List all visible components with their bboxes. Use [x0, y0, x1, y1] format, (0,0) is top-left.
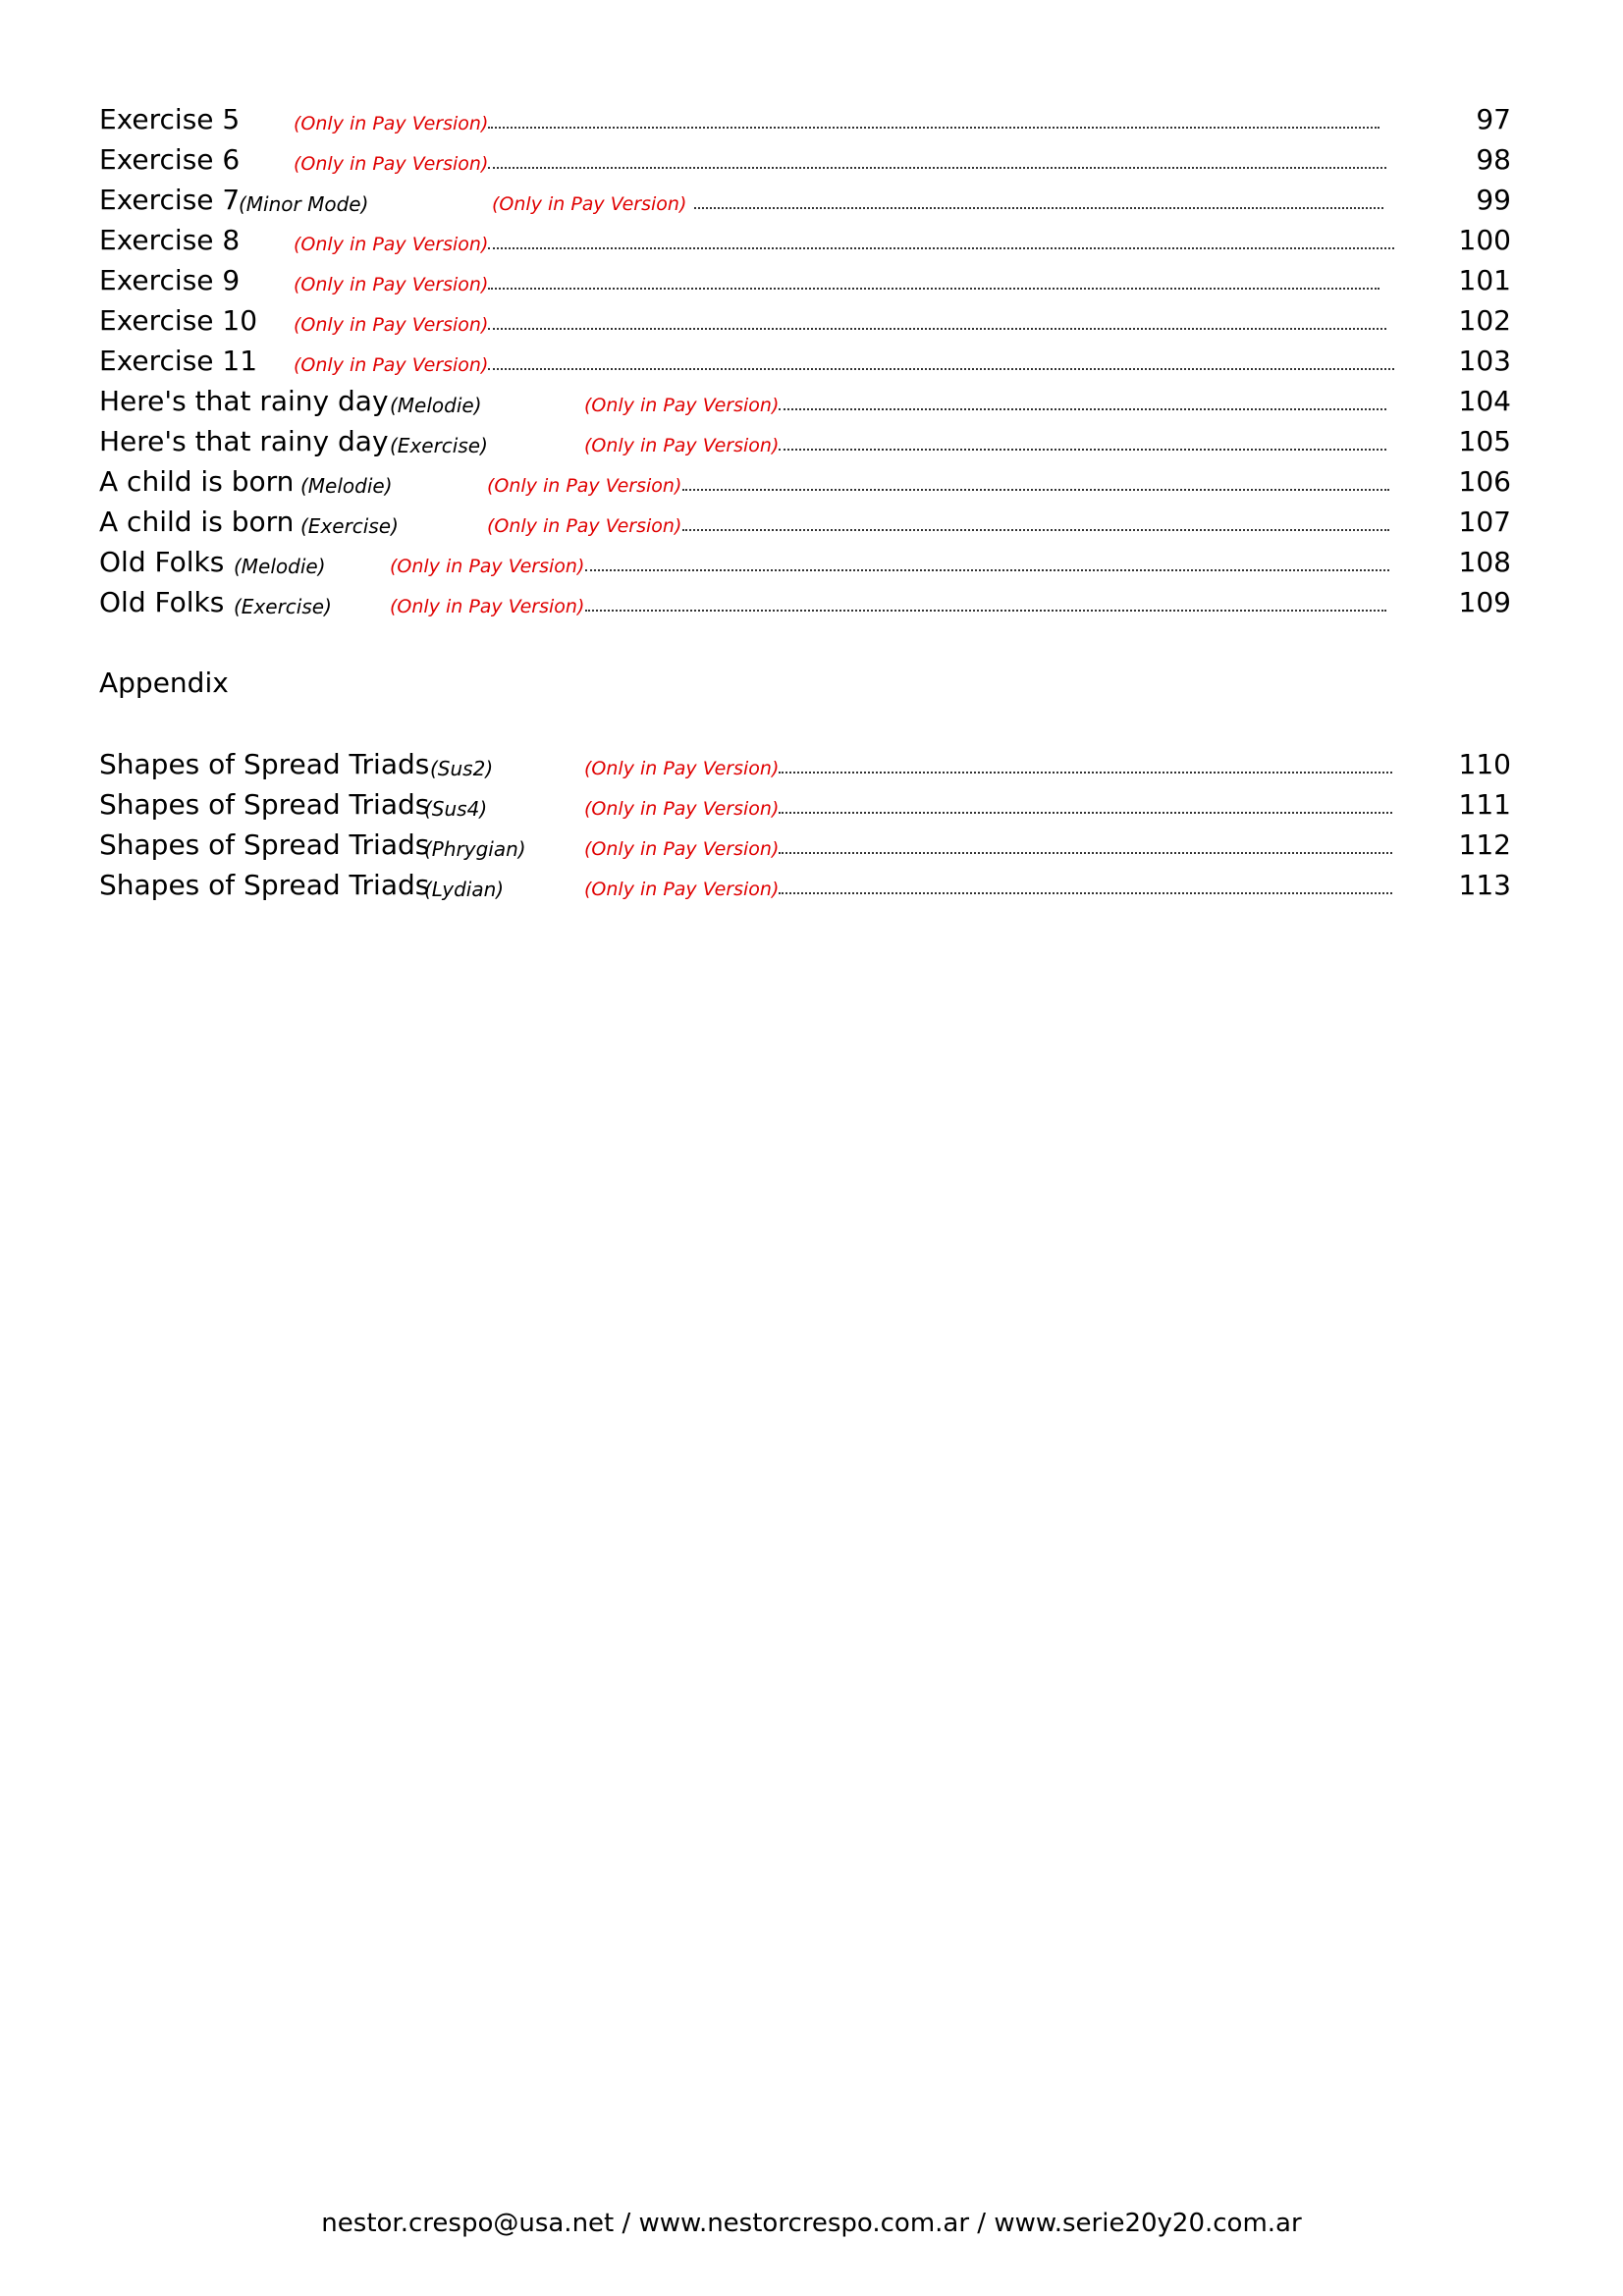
- pay-version-notice: (Only in Pay Version): [584, 395, 780, 416]
- toc-row: [0, 100, 1623, 139]
- entry-title: Shapes of Spread Triads: [99, 748, 430, 780]
- entry-subtitle: (Melodie): [300, 474, 393, 498]
- page-number: 100: [1458, 224, 1511, 256]
- entry-title: Exercise 8: [99, 224, 241, 256]
- entry-subtitle: (Exercise): [390, 434, 488, 457]
- entry-title: A child is born: [99, 506, 295, 538]
- toc-row: [0, 503, 1623, 542]
- appendix-row: [0, 785, 1623, 825]
- entry-subtitle: (Lydian): [424, 878, 505, 901]
- toc-row: [0, 422, 1623, 461]
- entry-subtitle: (Phrygian): [424, 837, 526, 861]
- entry-subtitle: (Minor Mode): [239, 192, 369, 216]
- page-number: 107: [1458, 506, 1511, 538]
- entry-subtitle: (Exercise): [300, 514, 399, 538]
- dot-leader: [488, 247, 1394, 249]
- entry-title: Exercise 6: [99, 143, 241, 176]
- dot-leader: [779, 449, 1386, 451]
- dot-leader: [694, 207, 1383, 209]
- toc-row: [0, 301, 1623, 341]
- page-number: 108: [1458, 546, 1511, 578]
- entry-title: Here's that rainy day: [99, 385, 389, 417]
- entry-title: Exercise 9: [99, 264, 241, 296]
- entry-title: Exercise 5: [99, 103, 241, 135]
- dot-leader: [488, 288, 1380, 290]
- toc-row: [0, 261, 1623, 300]
- dot-leader: [488, 328, 1386, 330]
- entry-subtitle: (Sus4): [424, 797, 488, 821]
- pay-version-notice: (Only in Pay Version): [294, 274, 489, 295]
- appendix-row: [0, 866, 1623, 905]
- dot-leader: [779, 852, 1392, 854]
- page-number: 99: [1476, 184, 1511, 216]
- pay-version-notice: (Only in Pay Version): [584, 758, 780, 779]
- page-number: 103: [1458, 345, 1511, 377]
- page-number: 111: [1458, 788, 1511, 821]
- dot-leader: [779, 408, 1386, 410]
- entry-title: Old Folks: [99, 586, 225, 618]
- dot-leader: [779, 892, 1392, 894]
- dot-leader: [682, 529, 1389, 531]
- toc-row: [0, 342, 1623, 381]
- pay-version-notice: (Only in Pay Version): [487, 515, 682, 537]
- page-number: 102: [1458, 304, 1511, 337]
- pay-version-notice: (Only in Pay Version): [390, 596, 585, 617]
- entry-subtitle: (Melodie): [234, 555, 326, 578]
- entry-title: Shapes of Spread Triads: [99, 788, 430, 821]
- page-number: 98: [1476, 143, 1511, 176]
- entry-title: Shapes of Spread Triads: [99, 828, 430, 861]
- pay-version-notice: (Only in Pay Version): [294, 354, 489, 376]
- appendix-row: [0, 745, 1623, 784]
- appendix-row: [0, 826, 1623, 865]
- page-number: 105: [1458, 425, 1511, 457]
- pay-version-notice: (Only in Pay Version): [294, 153, 489, 175]
- entry-subtitle: (Melodie): [390, 394, 482, 417]
- dot-leader: [779, 812, 1392, 814]
- entry-title: Exercise 7: [99, 184, 241, 216]
- appendix-heading: Appendix: [99, 667, 229, 699]
- toc-row: [0, 462, 1623, 502]
- page-number: 101: [1458, 264, 1511, 296]
- page-number: 110: [1458, 748, 1511, 780]
- page-number: 109: [1458, 586, 1511, 618]
- dot-leader: [488, 368, 1394, 370]
- pay-version-notice: (Only in Pay Version): [492, 193, 687, 215]
- pay-version-notice: (Only in Pay Version): [584, 798, 780, 820]
- toc-row: [0, 181, 1623, 220]
- dot-leader: [488, 127, 1380, 129]
- entry-subtitle: (Exercise): [234, 595, 332, 618]
- toc-row: [0, 221, 1623, 260]
- page-number: 97: [1476, 103, 1511, 135]
- pay-version-notice: (Only in Pay Version): [294, 113, 489, 134]
- toc-row: [0, 382, 1623, 421]
- entry-title: Old Folks: [99, 546, 225, 578]
- entry-title: A child is born: [99, 465, 295, 498]
- entry-title: Here's that rainy day: [99, 425, 389, 457]
- pay-version-notice: (Only in Pay Version): [584, 435, 780, 456]
- pay-version-notice: (Only in Pay Version): [294, 234, 489, 255]
- toc-row: [0, 583, 1623, 622]
- dot-leader: [682, 489, 1389, 491]
- dot-leader: [585, 569, 1389, 571]
- pay-version-notice: (Only in Pay Version): [584, 879, 780, 900]
- dot-leader: [779, 772, 1392, 774]
- entry-title: Exercise 11: [99, 345, 258, 377]
- pay-version-notice: (Only in Pay Version): [487, 475, 682, 497]
- pay-version-notice: (Only in Pay Version): [584, 838, 780, 860]
- dot-leader: [488, 167, 1386, 169]
- page-number: 113: [1458, 869, 1511, 901]
- dot-leader: [585, 610, 1386, 612]
- entry-title: Exercise 10: [99, 304, 258, 337]
- pay-version-notice: (Only in Pay Version): [294, 314, 489, 336]
- page-number: 104: [1458, 385, 1511, 417]
- entry-title: Shapes of Spread Triads: [99, 869, 430, 901]
- toc-row: [0, 140, 1623, 180]
- footer-contact: nestor.crespo@usa.net / www.nestorcrespo.com.ar / www.serie20y20.com.ar: [321, 2209, 1302, 2238]
- entry-subtitle: (Sus2): [430, 757, 494, 780]
- page-number: 106: [1458, 465, 1511, 498]
- page-number: 112: [1458, 828, 1511, 861]
- pay-version-notice: (Only in Pay Version): [390, 556, 585, 577]
- toc-row: [0, 543, 1623, 582]
